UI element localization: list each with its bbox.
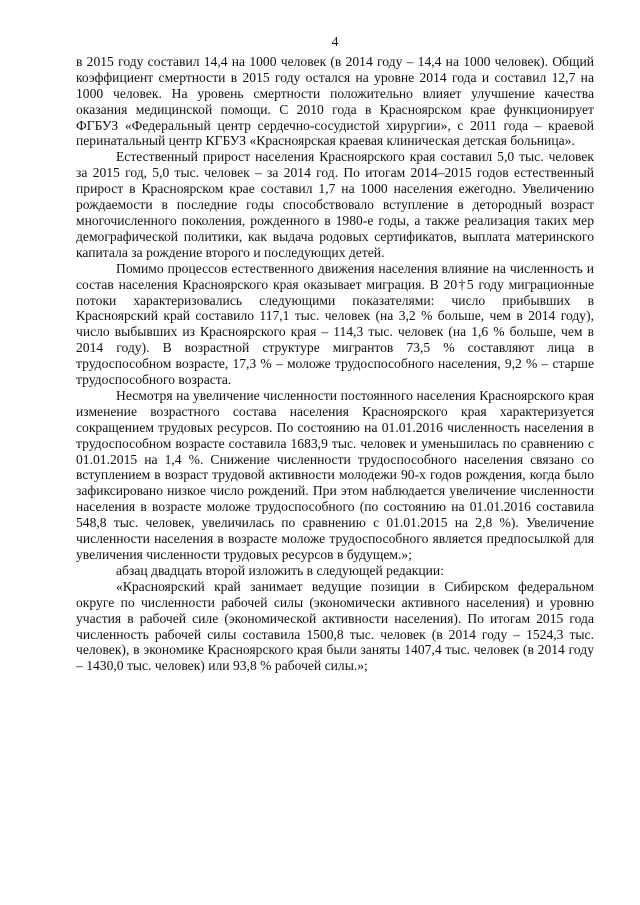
paragraph-migration: Помимо процессов естественного движения населения влияние на численность и состав населения Красноярского края оказывает миграция. В 20†5 году миграционные потоки характеризовались следующими показателями: число прибывших в Красноярский край составило 117,1 тыс. человек (на 3,2 % больше, чем в 2014 году), число выбывших из Красноярского края – 114,3 тыс. человек (на 1,6 % больше, чем в 2014 году). В возрастной структуре мигрантов 73,5 % составляют лица в трудоспособном возрасте, 17,3 % – моложе трудоспособного населения, 9,2 % – старше трудоспособного возраста. <box>76 260 594 388</box>
paragraph-natural-growth: Естественный прирост населения Красноярского края составил 5,0 тыс. человек за 2015 год, 5,0 тыс. человек – за 2014 год. По итогам 2014–2015 годов естественный прирост в Красноярском крае составил 1,7 на 1000 населения ежегодно. Увеличению рождаемости в последние годы способствовало вступление в детородный возраст многочисленного поколения, рожденного в 1980-е годы, а также реализация таких мер демографической политики, как выдача родовых сертификатов, выплата материнского капитала за рождение второго и последующих детей. <box>76 149 594 260</box>
page-number: 4 <box>331 34 339 49</box>
paragraph-workforce: «Красноярский край занимает ведущие позиции в Сибирском федеральном округе по численности рабочей силы (экономически активного населения) и уровню участия в рабочей силе (экономической активности населения). По итогам 2015 года численность рабочей силы составила 1500,8 тыс. человек (в 2014 году – 1524,3 тыс. человек), в экономике Красноярского края были заняты 1407,4 тыс. человек (в 2014 году – 1430,0 тыс. человек) или 93,8 % рабочей силы.»; <box>76 578 594 674</box>
paragraph-amendment-instruction: абзац двадцать второй изложить в следующей редакции: <box>116 562 444 578</box>
paragraph-mortality-continued: в 2015 году составил 14,4 на 1000 человек (в 2014 году – 14,4 на 1000 человек). Общий коэффициент смертности в 2015 году остался на уровне 2014 года и составил 12,7 на 1000 человек. На уровень смертности положительно влияет улучшение качества оказания медицинской помощи. С 2010 года в Красноярском крае функционирует ФГБУЗ «Федеральный центр сердечно-сосудистой хирургии», с 2011 года – краевой перинатальный центр КГБУЗ «Красноярская краевая клиническая детская больница». <box>76 53 594 149</box>
paragraph-labor-resources: Несмотря на увеличение численности постоянного населения Красноярского края изменение возрастного состава населения Красноярского края характеризуется сокращением трудовых ресурсов. По состоянию на 01.01.2016 численность населения в трудоспособном возрасте составила 1683,9 тыс. человек и уменьшилась по сравнению с 01.01.2015 на 1,4 %. Снижение численности трудоспособного населения связано со вступлением в возраст трудовой активности молодежи 90-х годов рождения, когда было зафиксировано низкое число рождений. При этом наблюдается увеличение численности населения в возрасте моложе трудоспособного (по состоянию на 01.01.2016 составила 548,8 тыс. человек, увеличилась по сравнению с 01.01.2015 на 2,8 %). Увеличение численности населения в возрасте моложе трудоспособного является предпосылкой для увеличения численности трудовых ресурсов в будущем.»; <box>76 387 594 562</box>
